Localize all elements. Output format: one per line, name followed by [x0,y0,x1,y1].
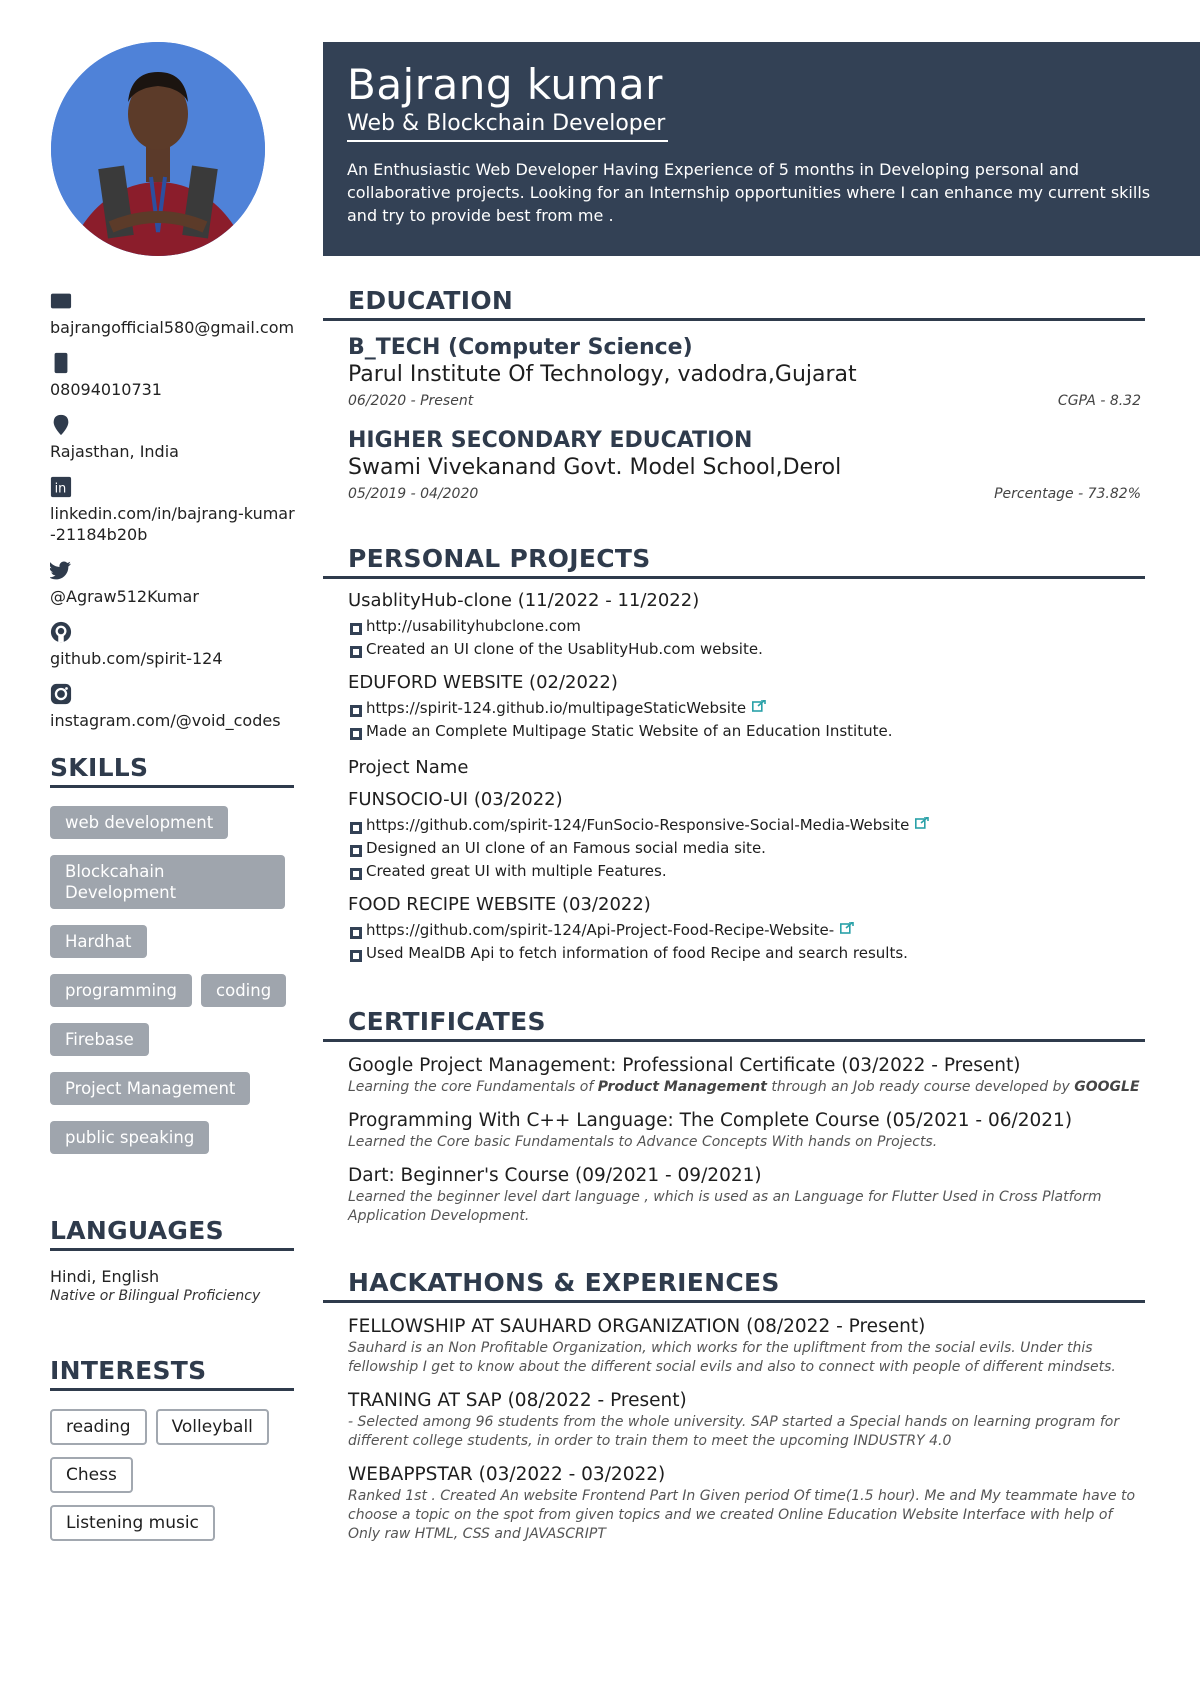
experience-item [348,1463,1141,1544]
github-link[interactable]: github.com/spirit-124 [50,649,223,668]
certificate-description: Learning the core Fundamentals of Product Management through an Job ready course developed by GOOGLE [348,1079,1140,1095]
profile-photo [51,42,265,256]
contact-location [50,414,295,462]
experience-description: - Selected among 96 students from the whole university. SAP started a Special hands on learning program for different college students, in order to train them to meet the upcoming INDUSTRY 4.0 [348,1414,1120,1449]
external-link-icon[interactable] [915,817,929,829]
person-silhouette-icon [51,42,265,256]
languages-section [50,1216,295,1304]
contact-phone [50,352,295,400]
skill-tag: Project Management [50,1072,250,1105]
education-dates: 06/2020 - Present [348,393,474,409]
education-school: Swami Vivekanand Govt. Model School,Derol [348,455,842,480]
language-entry [50,1267,295,1304]
project-bullet: Made an Complete Multipage Static Website of an Education Institute. [348,720,1141,743]
projects-section [323,544,1145,965]
certificate-item [348,1164,1141,1226]
certificate-item [348,1054,1141,1097]
phone-text[interactable]: 08094010731 [50,380,162,399]
project-bullet: Created great UI with multiple Features. [348,860,1141,883]
svg-text:in: in [54,481,67,497]
education-school: Parul Institute Of Technology, vadodra,Gujarat [348,362,857,387]
education-section [323,286,1145,502]
education-dates: 05/2019 - 04/2020 [348,486,479,502]
project-link[interactable]: http://usabilityhubclone.com [348,615,1141,638]
project-item [348,671,1141,743]
twitter-handle[interactable]: @Agraw512Kumar [50,587,199,606]
github-icon [50,621,72,643]
certificates-section [323,1007,1145,1226]
contact-linkedin [50,476,295,545]
education-score: CGPA - 8.32 [1057,393,1141,409]
sidebar [50,42,295,1541]
certificate-item [348,1109,1141,1152]
interest-tag: reading [50,1409,147,1445]
education-degree: HIGHER SECONDARY EDUCATION [348,428,753,453]
education-item [348,427,1141,502]
project-bullet: Used MealDB Api to fetch information of food Recipe and search results. [348,942,1141,965]
location-icon [50,414,72,436]
main-content [323,286,1145,1544]
certificate-description: Learned the Core basic Fundamentals to Advance Concepts With hands on Projects. [348,1134,938,1150]
experience-description: Sauhard is an Non Profitable Organization, which works for the upliftment from the social evils. Under this fellowship I get to know about the different social evils and also to connect with people of different mindsets. [348,1340,1116,1375]
certificate-description: Learned the beginner level dart language , which is used as an Language for Flutter Used in Cross Platform Application Development. [348,1189,1102,1224]
project-title: EDUFORD WEBSITE (02/2022) [348,672,618,693]
external-link-icon[interactable] [840,922,854,934]
email-icon [50,290,72,312]
certificate-title: Dart: Beginner's Course (09/2021 - 09/2021) [348,1165,762,1186]
project-title: FOOD RECIPE WEBSITE (03/2022) [348,894,651,915]
skill-tag: Hardhat [50,925,147,958]
twitter-icon [50,559,72,581]
interests-section [50,1356,295,1541]
contact-list [50,290,295,731]
skills-list [50,806,294,1154]
experience-description: Ranked 1st . Created An website Frontend Part In Given period Of time(1.5 hour). Me and My teammate have to choose a topic on the spot from given topics and we created Online Education Website Interface with help of Only raw HTML, CSS and JAVASCRIPT [348,1488,1136,1542]
project-link[interactable]: https://spirit-124.github.io/multipageStaticWebsite [348,697,1141,720]
interests-heading: INTERESTS [50,1356,294,1391]
language-level: Native or Bilingual Proficiency [50,1288,261,1304]
skill-tag: Blockcahain Development [50,855,285,909]
instagram-link[interactable]: instagram.com/@void_codes [50,711,281,730]
experiences-heading: HACKATHONS & EXPERIENCES [323,1268,1145,1303]
languages-heading: LANGUAGES [50,1216,294,1251]
experiences-section [323,1268,1145,1544]
linkedin-link[interactable]: linkedin.com/in/bajrang-kumar-21184b20b [50,504,295,544]
project-bullet: Created an UI clone of the UsablityHub.com website. [348,638,1141,661]
interest-tag: Listening music [50,1505,215,1541]
education-score: Percentage - 73.82% [994,486,1141,502]
skill-tag: Firebase [50,1023,149,1056]
project-title: FUNSOCIO-UI (03/2022) [348,789,563,810]
candidate-role: Web & Blockchain Developer [347,110,668,142]
certificates-heading: CERTIFICATES [323,1007,1145,1042]
projects-heading: PERSONAL PROJECTS [323,544,1145,579]
project-item [348,893,1141,965]
project-item [348,589,1141,661]
interest-tag: Chess [50,1457,133,1493]
linkedin-icon [50,476,72,498]
experience-item [348,1389,1141,1451]
phone-icon [50,352,72,374]
interest-tag: Volleyball [156,1409,269,1445]
email-link[interactable]: bajrangofficial580@gmail.com [50,318,295,337]
resume-header [323,42,1200,256]
education-degree: B_TECH (Computer Science) [348,335,693,360]
skill-tag: public speaking [50,1121,209,1154]
project-link[interactable]: https://github.com/spirit-124/Api-Project-Food-Recipe-Website- [348,919,1141,942]
project-bullet: Designed an UI clone of an Famous social media site. [348,837,1141,860]
project-name-label: Project Name [348,757,469,778]
education-heading: EDUCATION [323,286,1145,321]
skills-heading: SKILLS [50,753,294,788]
skill-tag: web development [50,806,228,839]
external-link-icon[interactable] [752,700,766,712]
contact-instagram [50,683,295,731]
certificate-title: Google Project Management: Professional Certificate (03/2022 - Present) [348,1055,1021,1076]
certificate-title: Programming With C++ Language: The Complete Course (05/2021 - 06/2021) [348,1110,1073,1131]
skill-tag: programming [50,974,192,1007]
skill-tag: coding [201,974,286,1007]
skills-section [50,753,295,1154]
experience-title: TRANING AT SAP (08/2022 - Present) [348,1390,687,1411]
contact-github [50,621,295,669]
education-item [348,334,1141,409]
experience-title: FELLOWSHIP AT SAUHARD ORGANIZATION (08/2022 - Present) [348,1316,926,1337]
contact-twitter [50,559,295,607]
candidate-name: Bajrang kumar [347,60,663,109]
language-name: Hindi, English [50,1267,160,1286]
project-title: UsablityHub-clone (11/2022 - 11/2022) [348,590,700,611]
location-text: Rajasthan, India [50,442,179,461]
experience-item [348,1315,1141,1377]
candidate-summary: An Enthusiastic Web Developer Having Experience of 5 months in Developing personal and collaborative projects. Looking for an Internship opportunities where I can enhance my current skills and try to provide best from me . [347,160,1151,225]
project-link[interactable]: https://github.com/spirit-124/FunSocio-Responsive-Social-Media-Website [348,814,1141,837]
interests-list [50,1409,294,1541]
experience-title: WEBAPPSTAR (03/2022 - 03/2022) [348,1464,666,1485]
instagram-icon [50,683,72,705]
project-item [348,788,1141,883]
contact-email [50,290,295,338]
